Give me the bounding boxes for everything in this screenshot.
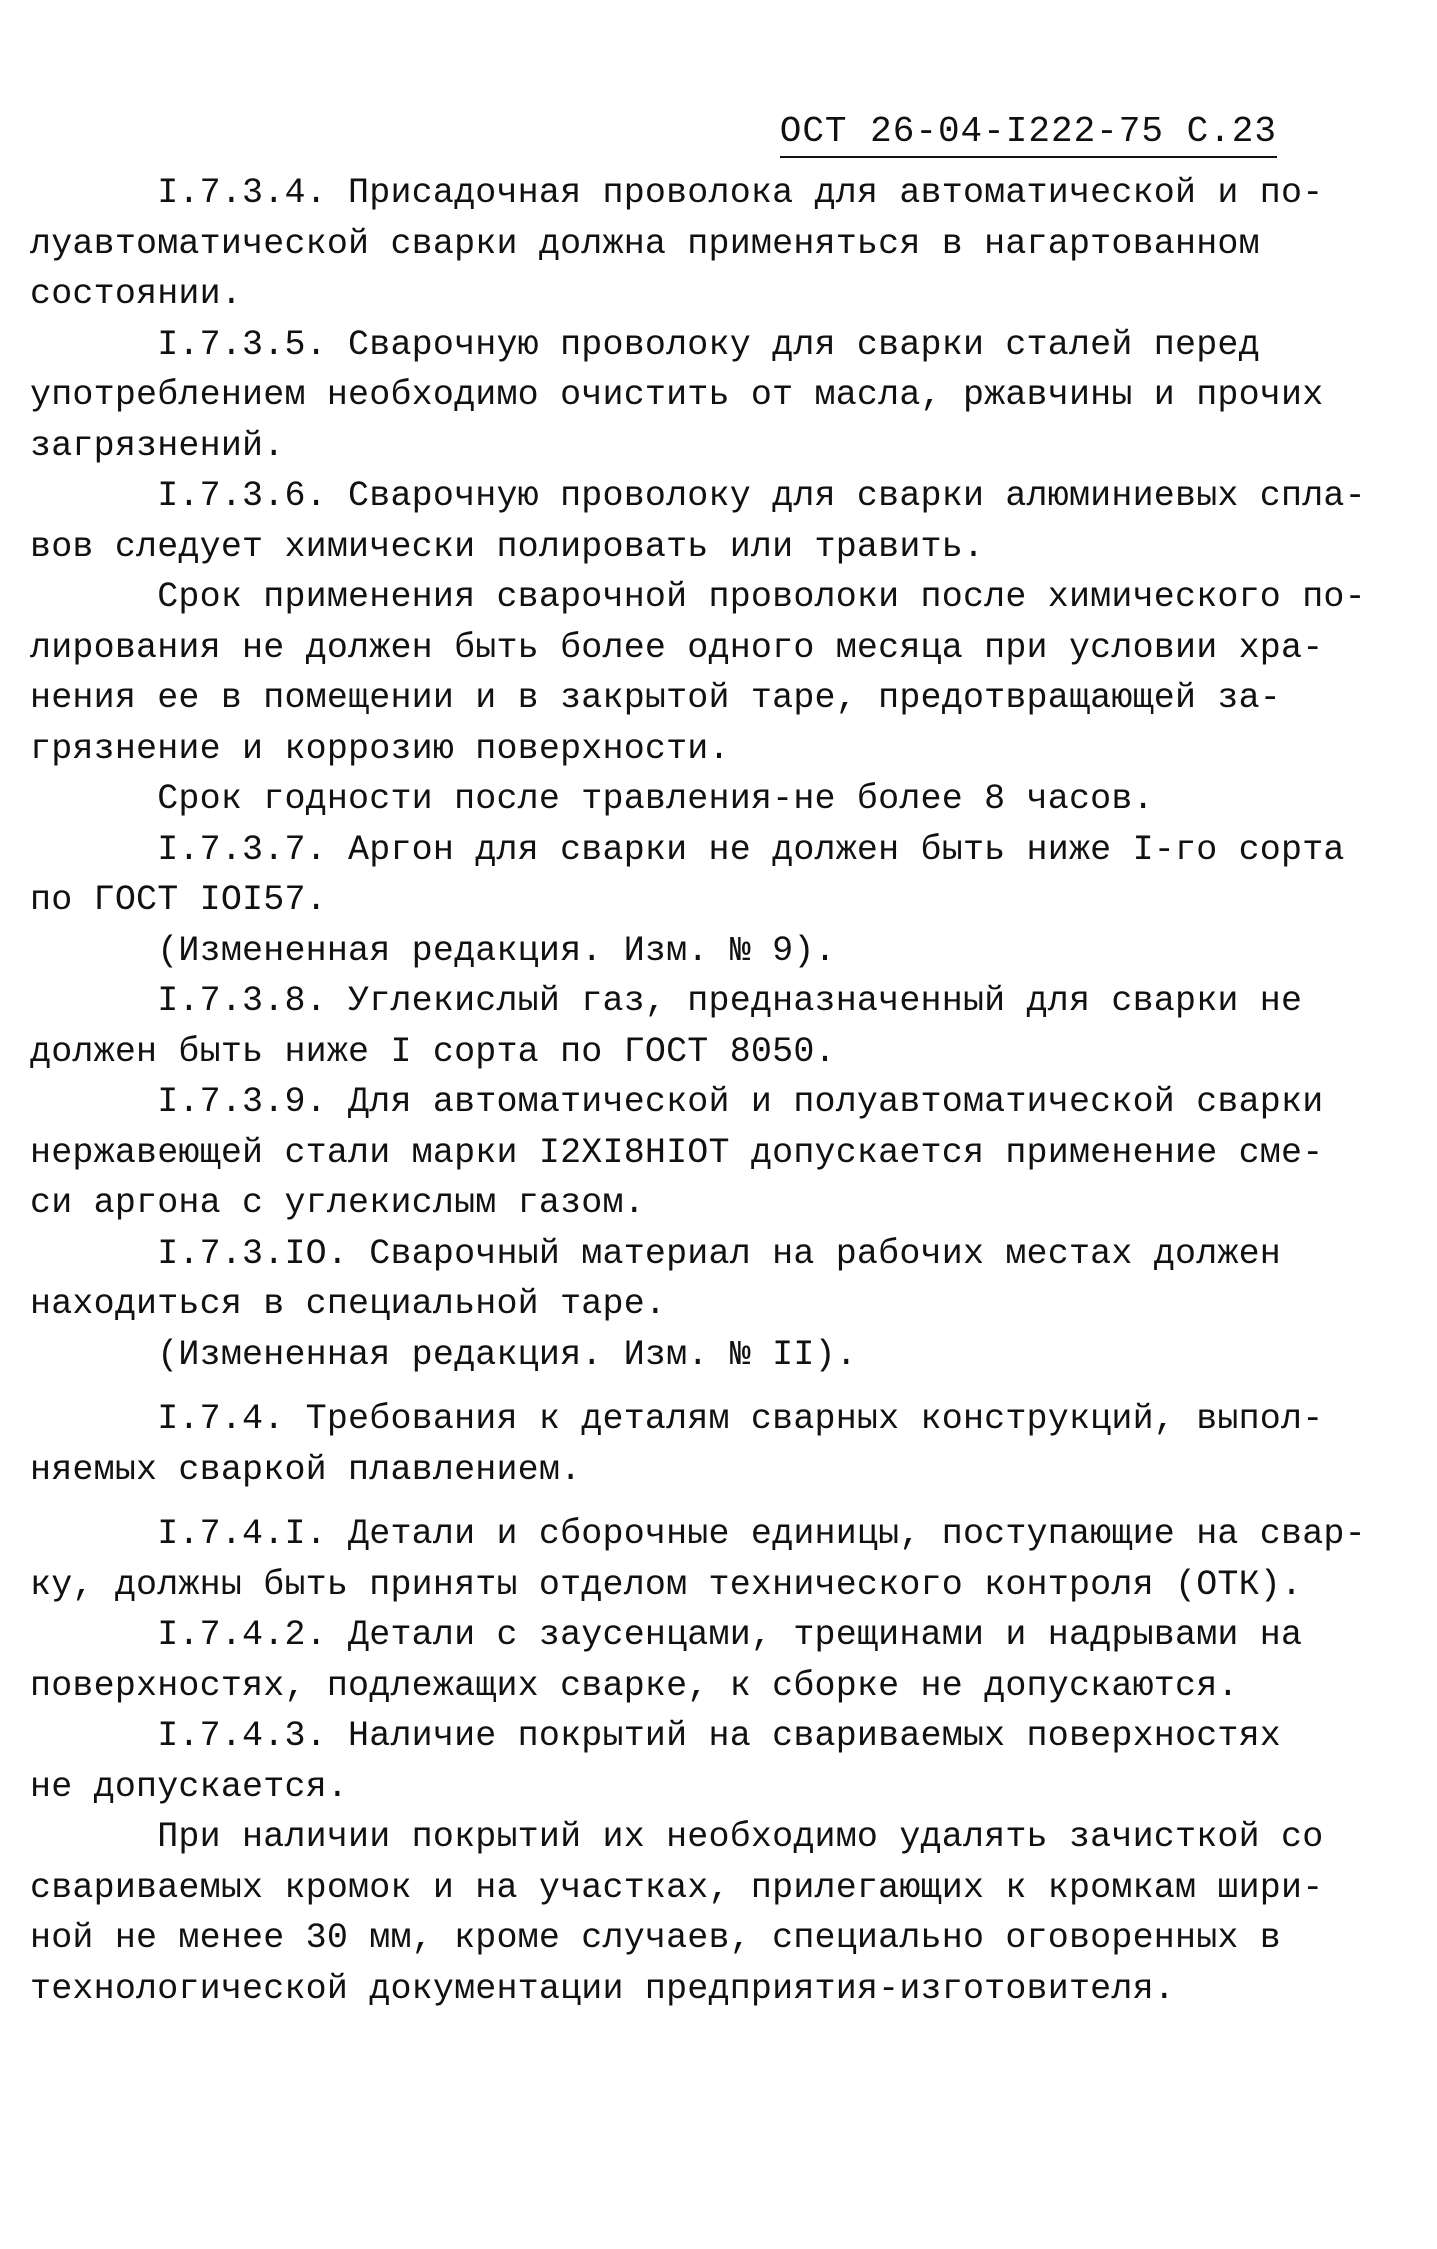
text-line: I.7.4. Требования к деталям сварных конструкций, выпол- — [30, 1399, 1324, 1439]
text-line: Срок применения сварочной проволоки после химического по- — [30, 577, 1366, 617]
document-header: ОСТ 26-04-I222-75 С.23 — [780, 110, 1277, 158]
text-line: ной не менее 30 мм, кроме случаев, специально оговоренных в — [30, 1918, 1282, 1958]
text-line: (Измененная редакция. Изм. № II). — [30, 1334, 857, 1375]
text-line: ку, должны быть приняты отделом технического контроля (ОТК). — [30, 1564, 1303, 1605]
text-line: си аргона с углекислым газом. — [30, 1183, 645, 1223]
paragraph-gap — [30, 1495, 1300, 1509]
text-line: I.7.4.2. Детали с заусенцами, трещинами и надрывами на — [30, 1615, 1303, 1655]
text-line: I.7.3.6. Сварочную проволоку для сварки алюминиевых спла- — [30, 476, 1366, 516]
text-line: свариваемых кромок и на участках, прилегающих к кромкам шири- — [30, 1867, 1324, 1908]
text-line: няемых сваркой плавлением. — [30, 1449, 582, 1490]
text-line: находиться в специальной таре. — [30, 1284, 667, 1324]
text-line: должен быть ниже I сорта по ГОСТ 8050. — [30, 1031, 836, 1072]
text-line: I.7.3.IO. Сварочный материал на рабочих местах должен — [30, 1233, 1282, 1274]
text-line: I.7.3.8. Углекислый газ, предназначенный для сварки не — [30, 981, 1303, 1021]
text-line: не допускается. — [30, 1766, 349, 1807]
document-body — [30, 168, 1366, 2014]
text-line: вов следует химически полировать или травить. — [30, 526, 985, 567]
text-line: технологической документации предприятия-изготовителя. — [30, 1968, 1175, 2009]
text-line: нения ее в помещении и в закрытой таре, предотвращающей за- — [30, 678, 1282, 718]
text-line: I.7.3.9. Для автоматической и полуавтоматической сварки — [30, 1082, 1324, 1122]
text-line: нержавеющей стали марки I2XI8HIOT допускается применение сме- — [30, 1132, 1324, 1173]
text-line: употреблением необходимо очистить от масла, ржавчины и прочих — [30, 375, 1324, 415]
text-line: I.7.3.5. Сварочную проволоку для сварки сталей перед — [30, 324, 1260, 365]
text-line: состоянии. — [30, 274, 243, 314]
text-line: I.7.3.4. Присадочная проволока для автоматической и по- — [30, 173, 1324, 213]
text-line: I.7.3.7. Аргон для сварки не должен быть ниже I-го сорта — [30, 829, 1345, 870]
text-line: Срок годности после травления-не более 8 часов. — [30, 779, 1154, 819]
text-line: загрязнений. — [30, 425, 285, 466]
text-line: луавтоматической сварки должна применяться в нагартованном — [30, 223, 1260, 264]
text-line: (Измененная редакция. Изм. № 9). — [30, 930, 836, 971]
text-line: грязнение и коррозию поверхности. — [30, 728, 730, 769]
text-line: I.7.4.3. Наличие покрытий на свариваемых поверхностях — [30, 1716, 1282, 1756]
paragraph-gap — [30, 1380, 1300, 1394]
text-line: I.7.4.I. Детали и сборочные единицы, поступающие на свар- — [30, 1514, 1366, 1554]
text-line: лирования не должен быть более одного месяца при условии хра- — [30, 627, 1324, 668]
text-line: поверхностях, подлежащих сварке, к сборке не допускаются. — [30, 1665, 1239, 1706]
text-line: по ГОСТ IOI57. — [30, 880, 327, 920]
text-line: При наличии покрытий их необходимо удалять зачисткой со — [30, 1817, 1324, 1857]
